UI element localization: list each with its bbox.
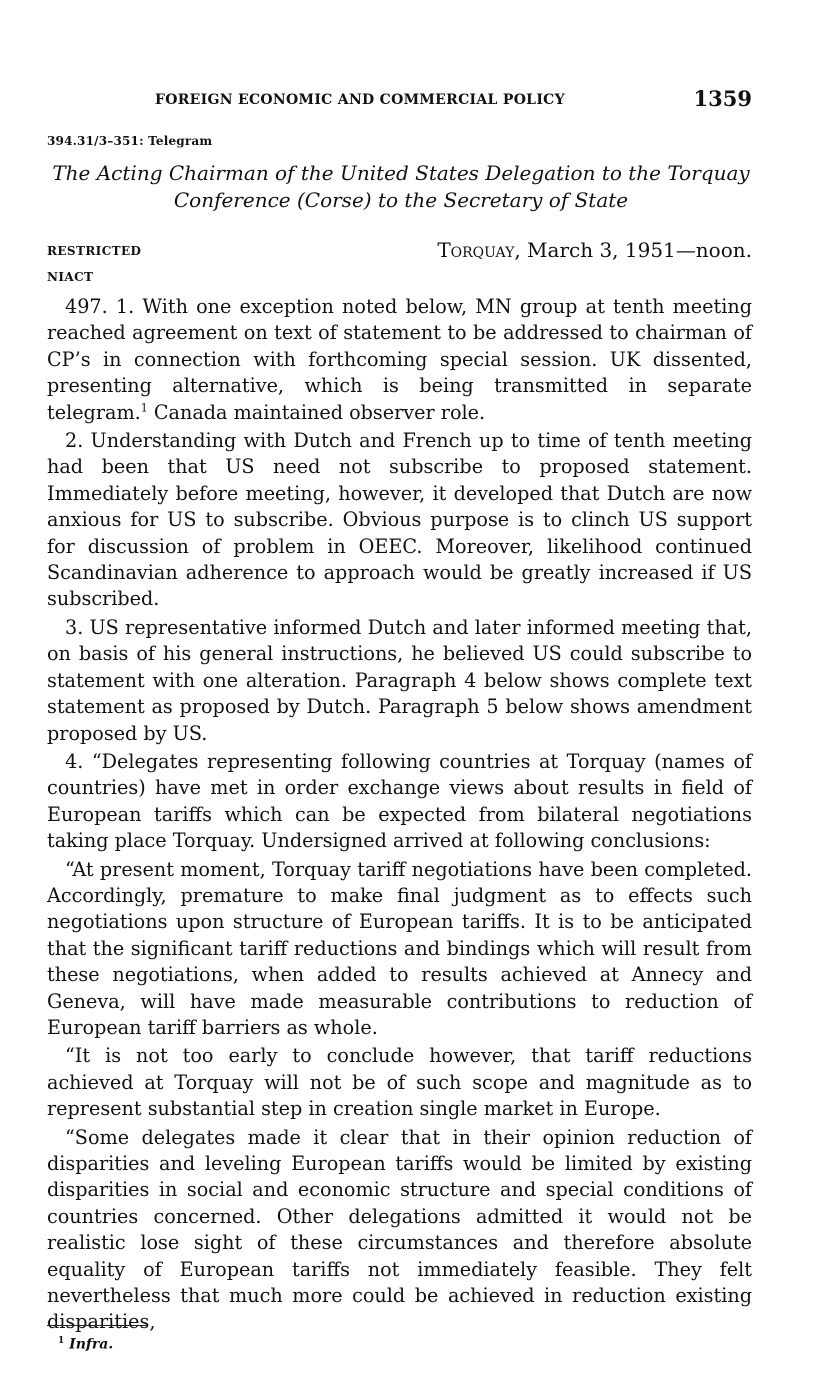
running-title: FOREIGN ECONOMIC AND COMMERCIAL POLICY [155,92,565,108]
footnote [58,1336,113,1353]
paragraph-6: “It is not too early to conclude however, that tariff reductions achieved at Torquay will not be of such scope and magnitude as to represent substantial step in creation single market in Europe. [47,1044,752,1121]
document-title [47,160,755,214]
paragraph-5: “At present moment, Torquay tariff negotiations have been completed. Accordingly, premature to make final judgment as to effects such negotiations upon structure of European tariffs. It is to be anticipated that the significant tariff reductions and bindings which will result from these negotiations, when added to results achieved at Annecy and Geneva, will have made measurable contributions to reduction of European tariff barriers as whole. [47,857,752,1039]
dateline [437,238,752,262]
paragraph-1-text-cont: Canada maintained observer role. [147,400,486,424]
telegram-body [47,294,752,1336]
paragraph-4: 4. “Delegates representing following countries at Torquay (names of countries) have met in order exchange views about results in field of European tariffs which can be expected from bilateral negotiations taking place Torquay. Undersigned arrived at following conclusions: [47,749,752,853]
dateline-place: Torquay, [437,238,521,262]
footnote-mark: 1 [58,1336,65,1346]
footnote-reference: 1 [140,401,148,415]
dateline-date: March 3, 1951—noon. [520,238,752,262]
paragraph-1 [47,294,752,426]
footnote-text: Infra. [64,1336,114,1353]
footnote-divider [47,1325,147,1326]
paragraph-3: 3. US representative informed Dutch and later informed meeting that, on basis of his general instructions, he believed US could subscribe to statement with one alteration. Paragraph 4 below shows complete text statement as proposed by Dutch. Paragraph 5 below shows amendment proposed by US. [47,615,752,745]
paragraph-1-text: 497. 1. With one exception noted below, MN group at tenth meeting reached agreement on text of statement to be addressed to chairman of CP’s in connection with forthcoming special session. UK dissented, presenting alternative, which is being transmitted in separate telegram. [47,295,752,424]
page-number: 1359 [693,86,752,111]
classification-restricted: RESTRICTED [47,244,142,258]
title-line-1: The Acting Chairman of the United States Delegation to the Torquay [52,161,750,185]
classification-niact: NIACT [47,270,94,284]
title-line-2: Conference (Corse) to the Secretary of State [173,188,629,212]
file-reference: 394.31/3–351: Telegram [47,134,213,148]
paragraph-2: 2. Understanding with Dutch and French up to time of tenth meeting had been that US need not subscribe to proposed statement. Immediately before meeting, however, it developed that Dutch are now anxious for US to subscribe. Obvious purpose is to clinch US support for discussion of problem in OEEC. Moreover, likelihood continued Scandinavian adherence to approach would be greatly increased if US subscribed. [47,429,752,611]
paragraph-7: “Some delegates made it clear that in their opinion reduction of disparities and leveling European tariffs would be limited by existing disparities in social and economic structure and special conditions of countries concerned. Other delegations admitted it would not be realistic lose sight of these circumstances and therefore absolute equality of European tariffs not immediately feasible. They felt nevertheless that much more could be achieved in reduction existing disparities, [47,1125,752,1334]
running-head [47,88,752,116]
